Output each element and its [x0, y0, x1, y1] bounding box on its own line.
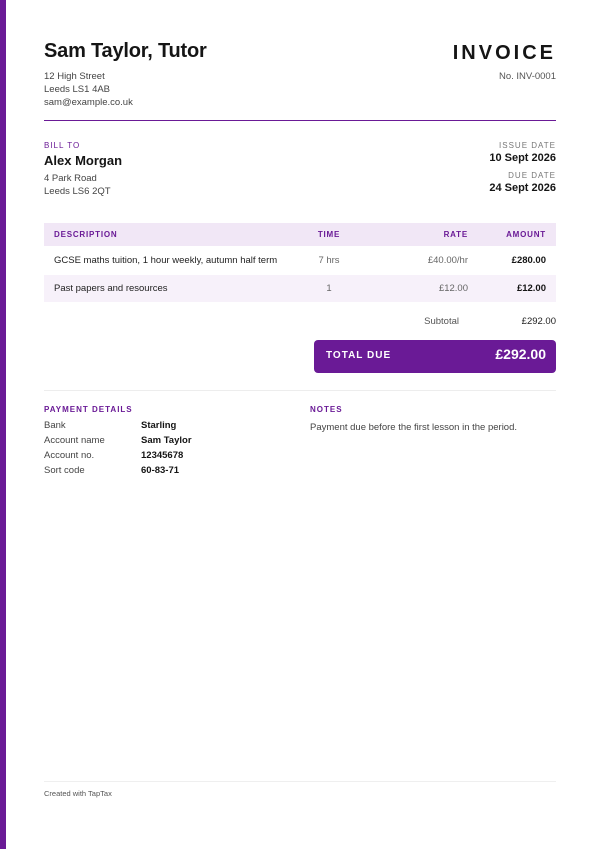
payment-key: Sort code: [44, 465, 85, 476]
table-header-row: [44, 223, 556, 246]
total-due-box: [314, 340, 556, 373]
item-description: GCSE maths tuition, 1 hour weekly, autumn half term: [44, 246, 304, 274]
item-description: Past papers and resources: [44, 274, 304, 302]
subtotal-row: [44, 316, 556, 330]
section-divider: [44, 390, 556, 391]
invoice-page: [44, 0, 556, 849]
bill-to-label: BILL TO: [44, 141, 81, 150]
line-items-table: [44, 223, 556, 302]
item-rate: £40.00/hr: [354, 246, 468, 274]
accent-bar: [0, 0, 6, 849]
footer-credit: Created with TapTax: [44, 789, 112, 798]
subtotal-label: Subtotal: [424, 316, 459, 327]
column-header-rate: RATE: [354, 223, 468, 246]
notes-title: NOTES: [310, 405, 343, 414]
issue-date-block: [489, 141, 556, 164]
invoice-header: [44, 40, 556, 120]
table-row: [44, 274, 556, 302]
payment-row: [44, 435, 294, 450]
payment-details-title: PAYMENT DETAILS: [44, 405, 133, 414]
payment-row: [44, 450, 294, 465]
payment-row: [44, 420, 294, 435]
payment-value: 12345678: [141, 450, 184, 461]
client-address-line: Leeds LS6 2QT: [44, 186, 111, 197]
due-date-block: [489, 171, 556, 194]
item-amount: £280.00: [468, 246, 556, 274]
column-header-time: TIME: [304, 223, 354, 246]
total-due-value: £292.00: [495, 346, 546, 362]
header-divider: [44, 120, 556, 121]
notes-text: Payment due before the first lesson in the period.: [310, 422, 518, 433]
table-row: [44, 246, 556, 274]
subtotal-value: £292.00: [521, 316, 556, 327]
payment-details: [44, 405, 294, 480]
payment-row: [44, 465, 294, 480]
invoice-number: No. INV-0001: [498, 71, 556, 82]
sender-name: Sam Taylor, Tutor: [44, 40, 207, 62]
payment-details-list: [44, 420, 294, 480]
sender-address-line: Leeds LS1 4AB: [44, 84, 111, 95]
payment-key: Account name: [44, 435, 105, 446]
billing-section: [44, 141, 556, 201]
footer-divider: [44, 781, 556, 782]
invoice-title: INVOICE: [452, 42, 556, 64]
due-date-label: DUE DATE: [508, 171, 556, 180]
issue-date-value: 10 Sept 2026: [489, 152, 556, 164]
payment-value: Sam Taylor: [141, 435, 192, 446]
payment-value: 60-83-71: [141, 465, 180, 476]
sender-address: [44, 70, 133, 109]
client-address: [44, 172, 111, 198]
payment-value: Starling: [141, 420, 177, 431]
item-rate: £12.00: [354, 274, 468, 302]
item-amount: £12.00: [468, 274, 556, 302]
client-name: Alex Morgan: [44, 153, 123, 168]
item-time: 1: [304, 274, 354, 302]
due-date-value: 24 Sept 2026: [489, 182, 556, 194]
column-header-amount: AMOUNT: [468, 223, 556, 246]
notes-section: [310, 405, 556, 434]
issue-date-label: ISSUE DATE: [499, 141, 556, 150]
item-time: 7 hrs: [304, 246, 354, 274]
sender-address-line: 12 High Street: [44, 71, 105, 82]
sender-email: sam@example.co.uk: [44, 97, 133, 108]
column-header-description: DESCRIPTION: [44, 223, 304, 246]
client-address-line: 4 Park Road: [44, 173, 97, 184]
payment-key: Bank: [44, 420, 66, 431]
total-due-label: TOTAL DUE: [326, 350, 392, 361]
payment-key: Account no.: [44, 450, 95, 461]
